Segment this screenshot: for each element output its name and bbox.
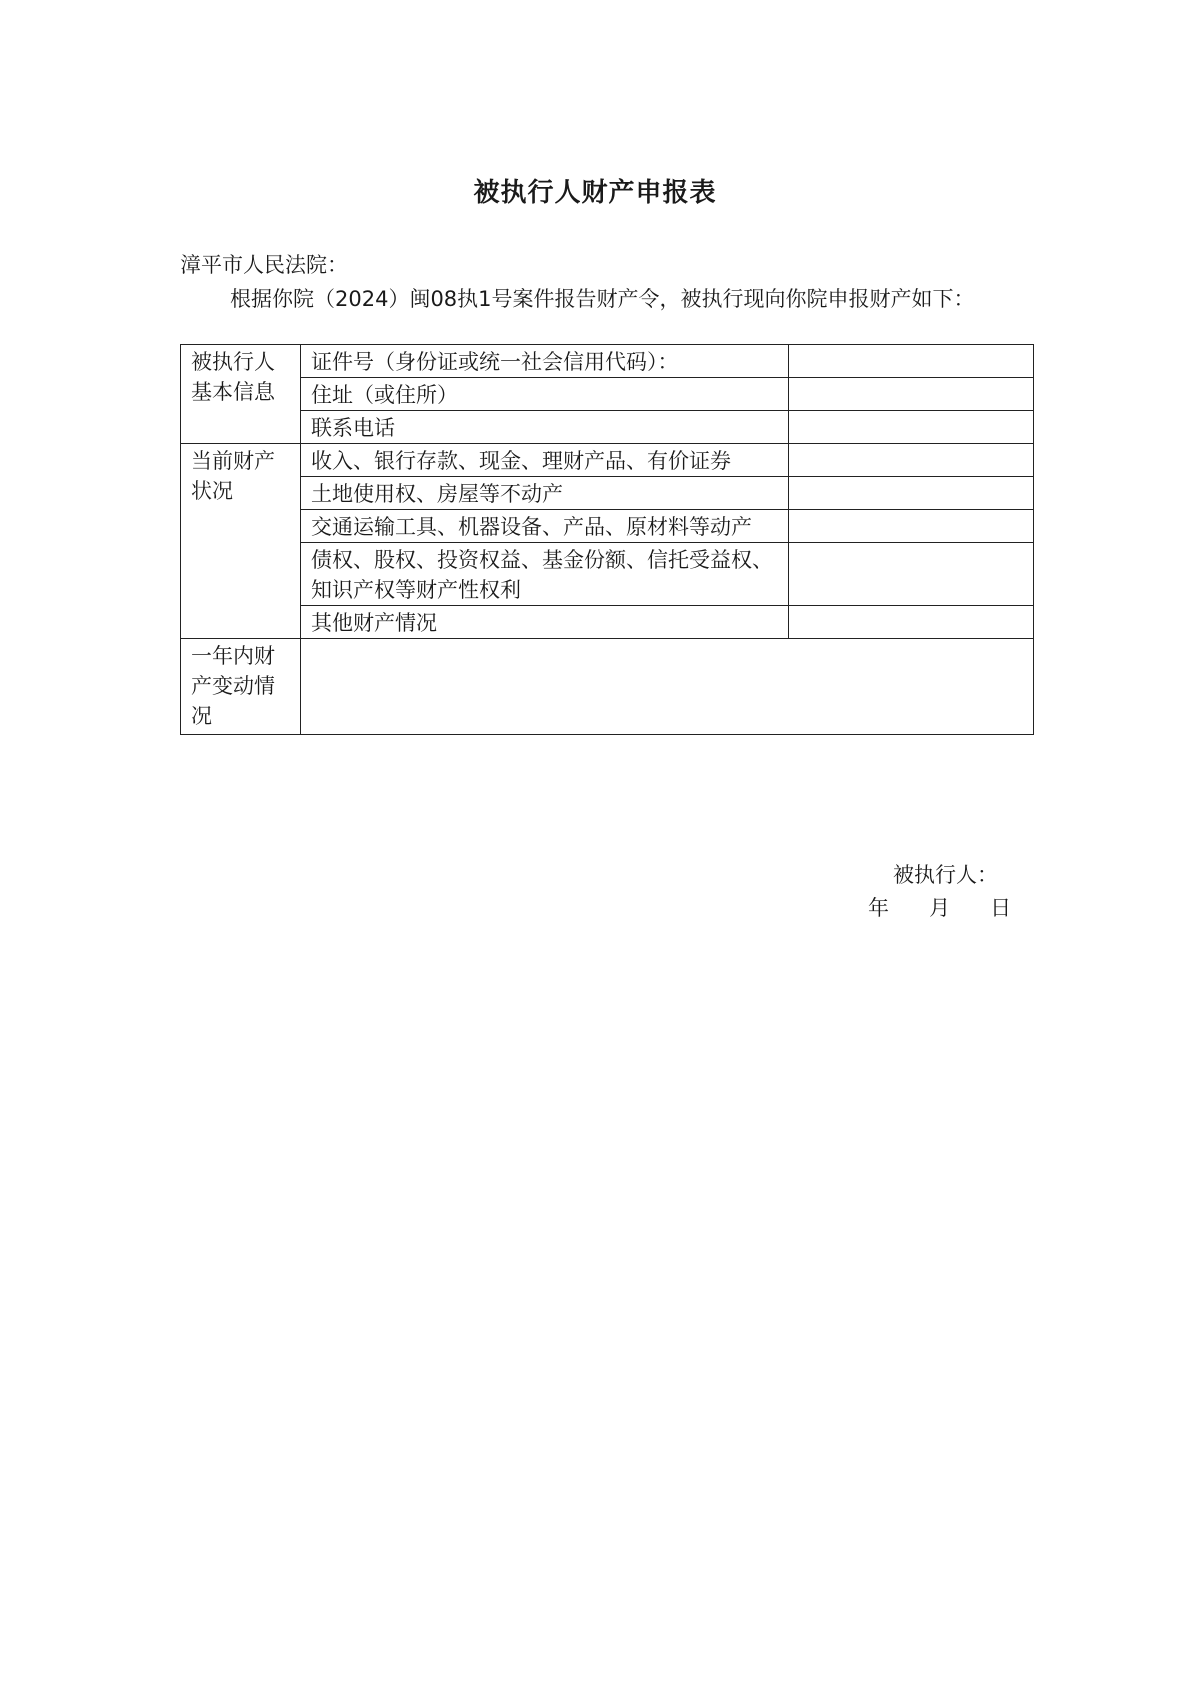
table-row (181, 477, 1034, 510)
property-declaration-table (180, 344, 1034, 735)
annual-change-field[interactable] (301, 639, 1034, 735)
date-day: 日 (990, 896, 1012, 920)
property-rights-label: 债权、股权、投资权益、基金份额、信托受益权、知识产权等财产性权利 (301, 543, 789, 606)
property-status-label: 当前财产状况 (181, 444, 301, 639)
table-row (181, 639, 1034, 735)
movable-property-field[interactable] (789, 510, 1034, 543)
table-row (181, 510, 1034, 543)
body-paragraph: 根据你院（2024）闽08执1号案件报告财产令，被执行现向你院申报财产如下： (230, 287, 975, 311)
real-estate-label: 土地使用权、房屋等不动产 (301, 477, 789, 510)
date-month: 月 (929, 896, 951, 920)
real-estate-field[interactable] (789, 477, 1034, 510)
address-label: 住址（或住所） (301, 378, 789, 411)
other-property-label: 其他财产情况 (301, 606, 789, 639)
table-row (181, 543, 1034, 606)
phone-field[interactable] (789, 411, 1034, 444)
table-row (181, 378, 1034, 411)
income-deposits-label: 收入、银行存款、现金、理财产品、有价证券 (301, 444, 789, 477)
signature-label: 被执行人： (893, 863, 998, 887)
id-number-label: 证件号（身份证或统一社会信用代码）： (301, 345, 789, 378)
table-row (181, 444, 1034, 477)
address-field[interactable] (789, 378, 1034, 411)
phone-label: 联系电话 (301, 411, 789, 444)
other-property-field[interactable] (789, 606, 1034, 639)
movable-property-label: 交通运输工具、机器设备、产品、原材料等动产 (301, 510, 789, 543)
basic-info-label: 被执行人基本信息 (181, 345, 301, 444)
page-title: 被执行人财产申报表 (473, 178, 717, 208)
property-rights-field[interactable] (789, 543, 1034, 606)
date-year: 年 (868, 896, 889, 920)
table-row (181, 606, 1034, 639)
annual-change-label: 一年内财产变动情况 (181, 639, 301, 735)
table-row (181, 345, 1034, 378)
table-row (181, 411, 1034, 444)
id-number-field[interactable] (789, 345, 1034, 378)
date-line (868, 893, 1011, 923)
income-deposits-field[interactable] (789, 444, 1034, 477)
addressee: 漳平市人民法院： (180, 253, 348, 277)
